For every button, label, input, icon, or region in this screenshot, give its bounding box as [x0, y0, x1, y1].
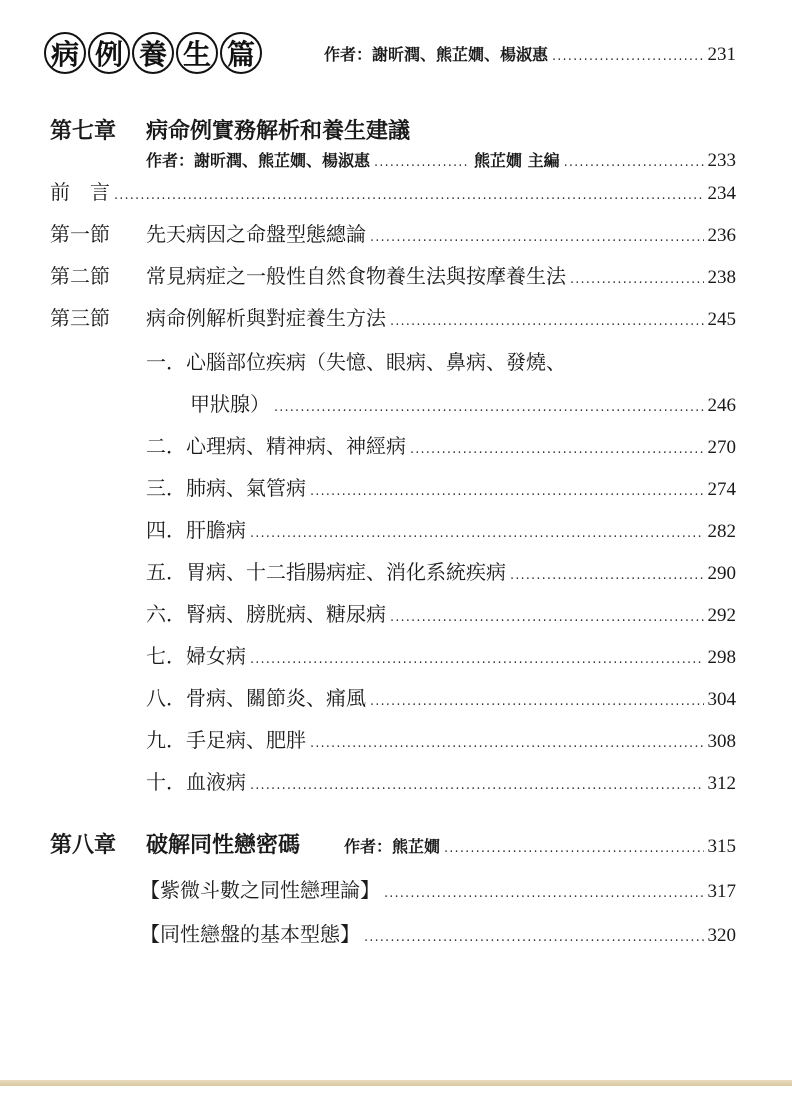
toc-item-5: [146, 556, 736, 585]
toc-entry-section1: [50, 218, 736, 247]
page-number: 238: [707, 267, 736, 288]
leader-dots: [310, 728, 704, 752]
page-number: 298: [707, 647, 736, 668]
chapter-authors: 作者：謝昕潤、熊芷嫺、楊淑惠: [146, 151, 371, 170]
toc-entry-section3: [50, 302, 736, 331]
section-label: 第一節: [50, 222, 110, 246]
item-number: 八．: [146, 686, 186, 710]
leader-dots: [444, 837, 703, 856]
toc-item-4: [146, 514, 736, 543]
leader-dots: [250, 770, 704, 794]
section-title: 病命例解析與對症養生方法: [146, 306, 386, 330]
chapter7-authors-row: [146, 148, 736, 172]
toc-item-7: [146, 640, 736, 669]
toc-item-1-line1: [146, 346, 566, 375]
chapter-title: 破解同性戀密碼: [146, 833, 301, 858]
part-author: 作者：謝昕潤、熊芷嫺、楊淑惠: [324, 45, 549, 64]
leader-dots: [564, 151, 704, 170]
section-title: 先天病因之命盤型態總論: [146, 222, 366, 246]
page-number: 317: [707, 881, 736, 902]
item-number: 七．: [146, 644, 186, 668]
part-title-char: 病: [44, 32, 86, 74]
leader-dots: [370, 222, 704, 246]
toc-item-6: [146, 598, 736, 627]
part-title-char: 例: [88, 32, 130, 74]
chapter-author: 作者：熊芷嫺: [344, 837, 441, 856]
page-number: 290: [707, 563, 736, 584]
chapter-label: 第八章: [50, 833, 117, 858]
item-number: 三．: [146, 476, 186, 500]
item-title: 婦女病: [186, 644, 246, 668]
page-number: 312: [707, 773, 736, 794]
page-number: 270: [707, 437, 736, 458]
sub-title: 【紫微斗數之同性戀理論】: [140, 878, 380, 902]
leader-dots: [510, 560, 704, 584]
leader-dots: [250, 518, 704, 542]
leader-dots: [410, 434, 704, 458]
leader-dots: [390, 602, 704, 626]
page-number: 304: [707, 689, 736, 710]
item-title: 肝膽病: [186, 518, 246, 542]
item-title: 手足病、肥胖: [186, 728, 306, 752]
item-title: 肺病、氣管病: [186, 476, 306, 500]
part-title-char: 生: [176, 32, 218, 74]
leader-dots: [570, 264, 704, 288]
toc-item-1-line2: [190, 388, 736, 417]
page-number: 315: [707, 836, 736, 857]
part-title-char: 篇: [220, 32, 262, 74]
item-title: 腎病、膀胱病、糖尿病: [186, 602, 386, 626]
toc-chapter8-sub-1: [140, 874, 736, 903]
leader-dots: [310, 476, 704, 500]
page-number: 236: [707, 225, 736, 246]
chapter-title: 病命例實務解析和養生建議: [146, 119, 411, 144]
page-number: 282: [707, 521, 736, 542]
page-number: 320: [707, 925, 736, 946]
part-author-row: [324, 42, 736, 66]
page-bottom-divider: [0, 1080, 792, 1086]
page-number: 308: [707, 731, 736, 752]
leader-dots: [390, 306, 704, 330]
leader-dots: [384, 878, 704, 902]
leader-dots: [364, 922, 704, 946]
page-number: 246: [707, 395, 736, 416]
section-label: 第三節: [50, 306, 110, 330]
item-number: 六．: [146, 602, 186, 626]
item-title: 胃病、十二指腸病症、消化系統疾病: [186, 560, 506, 584]
part-title: [44, 32, 262, 74]
toc-entry-preface: [50, 176, 736, 205]
section-label: 第二節: [50, 264, 110, 288]
page-number: 231: [707, 44, 736, 65]
chapter7-heading: [50, 114, 410, 145]
page-number: 245: [707, 309, 736, 330]
toc-item-2: [146, 430, 736, 459]
item-title: 心腦部位疾病（失憶、眼病、鼻病、發燒、: [186, 350, 566, 374]
chapter-label: 第七章: [50, 119, 117, 144]
toc-entry-section2: [50, 260, 736, 289]
toc-item-3: [146, 472, 736, 501]
item-title: 心理病、精神病、神經病: [186, 434, 406, 458]
chapter8-heading: [50, 828, 736, 859]
toc-item-9: [146, 724, 736, 753]
item-title: 血液病: [186, 770, 246, 794]
leader-dots: [274, 392, 704, 416]
toc-chapter8-sub-2: [140, 918, 736, 947]
section-label: 前 言: [50, 180, 110, 204]
leader-dots: [374, 151, 470, 170]
item-title-continued: 甲狀腺）: [190, 392, 270, 416]
part-title-char: 養: [132, 32, 174, 74]
item-number: 十．: [146, 770, 186, 794]
page-number: 292: [707, 605, 736, 626]
chapter-editor: 熊芷嫺 主編: [474, 151, 560, 170]
item-number: 九．: [146, 728, 186, 752]
leader-dots: [250, 644, 704, 668]
leader-dots: [114, 180, 704, 204]
toc-item-8: [146, 682, 736, 711]
item-number: 一．: [146, 350, 186, 374]
section-title: 常見病症之一般性自然食物養生法與按摩養生法: [146, 264, 566, 288]
item-title: 骨病、關節炎、痛風: [186, 686, 366, 710]
page-number: 233: [707, 150, 736, 171]
leader-dots: [370, 686, 704, 710]
item-number: 四．: [146, 518, 186, 542]
toc-item-10: [146, 766, 736, 795]
item-number: 五．: [146, 560, 186, 584]
page-number: 234: [707, 183, 736, 204]
page-number: 274: [707, 479, 736, 500]
item-number: 二．: [146, 434, 186, 458]
sub-title: 【同性戀盤的基本型態】: [140, 922, 360, 946]
leader-dots: [552, 45, 703, 64]
